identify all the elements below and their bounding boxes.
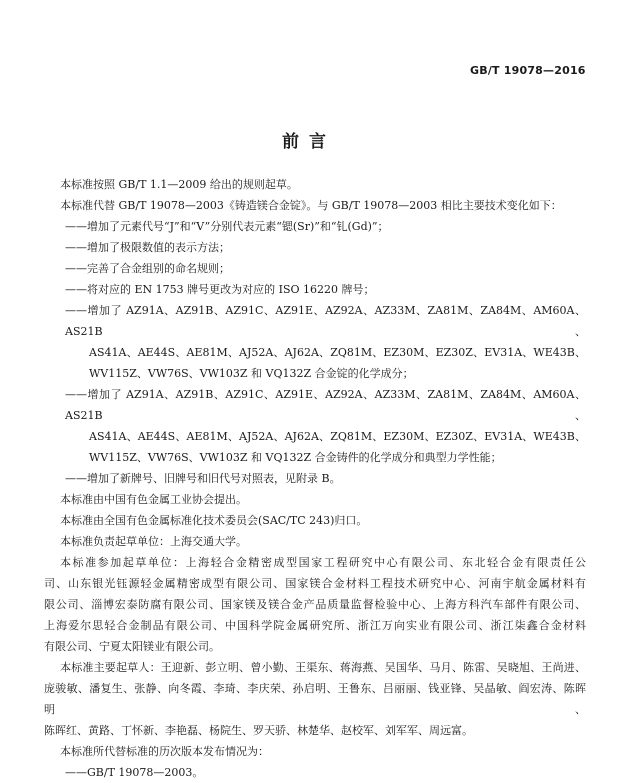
paragraph-participating-units-cont: 司、山东银光钰源轻金属精密成型有限公司、国家镁合金材料工程技术研究中心、河南宇航金属材料有 <box>44 577 586 590</box>
paragraph-drafters-cont: 陈晖红、黄路、丁怀新、李艳磊、杨院生、罗天骄、林楚华、赵校军、刘军军、周远富。 <box>44 724 473 737</box>
list-item-change: ——增加了元素代号“J”和“V”分别代表元素“锶(Sr)”和“钆(Gd)”； <box>65 220 389 233</box>
paragraph-lead-drafter: 本标准负责起草单位：上海交通大学。 <box>60 535 247 548</box>
page-title: 前言 <box>282 132 336 152</box>
paragraph-under-jurisdiction: 本标准由全国有色金属标准化技术委员会(SAC/TC 243)归口。 <box>60 514 368 527</box>
paragraph-participating-units-cont: 有限公司、宁夏太阳镁业有限公司。 <box>44 640 220 653</box>
paragraph-replaces: 本标准代替 GB/T 19078—2003《铸造镁合金锭》。与 GB/T 19078—2003 相比主要技术变化如下： <box>60 199 562 212</box>
list-item-change: ——增加了 AZ91A、AZ91B、AZ91C、AZ91E、AZ92A、AZ33M、ZA81M、ZA84M、AM60A、AS21B、 <box>65 304 586 338</box>
list-item-change: ——增加了极限数值的表示方法； <box>65 241 230 254</box>
list-item-change: ——增加了 AZ91A、AZ91B、AZ91C、AZ91E、AZ92A、AZ33M、ZA81M、ZA84M、AM60A、AS21B、 <box>65 388 586 422</box>
list-item-continuation: AS41A、AE44S、AE81M、AJ52A、AJ62A、ZQ81M、EZ30M、EZ30Z、EV31A、WE43B、 <box>89 346 586 359</box>
paragraph-participating-units: 本标准参加起草单位：上海轻合金精密成型国家工程研究中心有限公司、东北轻合金有限责任公 <box>60 556 586 569</box>
list-item-history: ——GB/T 19078—2003。 <box>65 766 204 779</box>
list-item-change: ——将对应的 EN 1753 牌号更改为对应的 ISO 16220 牌号； <box>65 283 375 296</box>
list-item-continuation: WV115Z、VW76S、VW103Z 和 VQ132Z 合金锭的化学成分； <box>89 367 414 380</box>
list-item-continuation: WV115Z、VW76S、VW103Z 和 VQ132Z 合金铸件的化学成分和典型力学性能； <box>89 451 502 464</box>
paragraph-drafters-cont: 庞骏敏、潘复生、张静、向冬霞、李琦、李庆荣、孙启明、王鲁东、吕丽丽、钱亚锋、吴晶敏、阎宏涛、陈晖明、 <box>44 682 586 716</box>
standard-code: GB/T 19078—2016 <box>470 64 586 77</box>
list-item-continuation: AS41A、AE44S、AE81M、AJ52A、AJ62A、ZQ81M、EZ30M、EZ30Z、EV31A、WE43B、 <box>89 430 586 443</box>
paragraph-drafting-rules: 本标准按照 GB/T 1.1—2009 给出的规则起草。 <box>60 178 298 191</box>
paragraph-participating-units-cont: 上海爱尔思轻合金制品有限公司、中国科学院金属研究所、浙江万向实业有限公司、浙江柒鑫合金材料 <box>44 619 586 632</box>
foreword-body <box>44 174 586 783</box>
paragraph-participating-units-cont: 限公司、淄博宏泰防腐有限公司、国家镁及镁合金产品质量监督检验中心、上海方科汽车部件有限公司、 <box>44 598 586 611</box>
paragraph-history: 本标准所代替标准的历次版本发布情况为： <box>60 745 269 758</box>
list-item-change: ——完善了合金组别的命名规则； <box>65 262 230 275</box>
paragraph-proposed-by: 本标准由中国有色金属工业协会提出。 <box>60 493 247 506</box>
list-item-change: ——增加了新牌号、旧牌号和旧代号对照表，见附录 B。 <box>65 472 341 485</box>
paragraph-drafters: 本标准主要起草人：王迎新、彭立明、曾小勤、王渠东、蒋海燕、吴国华、马月、陈雷、吴晓旭、王尚进、 <box>60 661 586 674</box>
